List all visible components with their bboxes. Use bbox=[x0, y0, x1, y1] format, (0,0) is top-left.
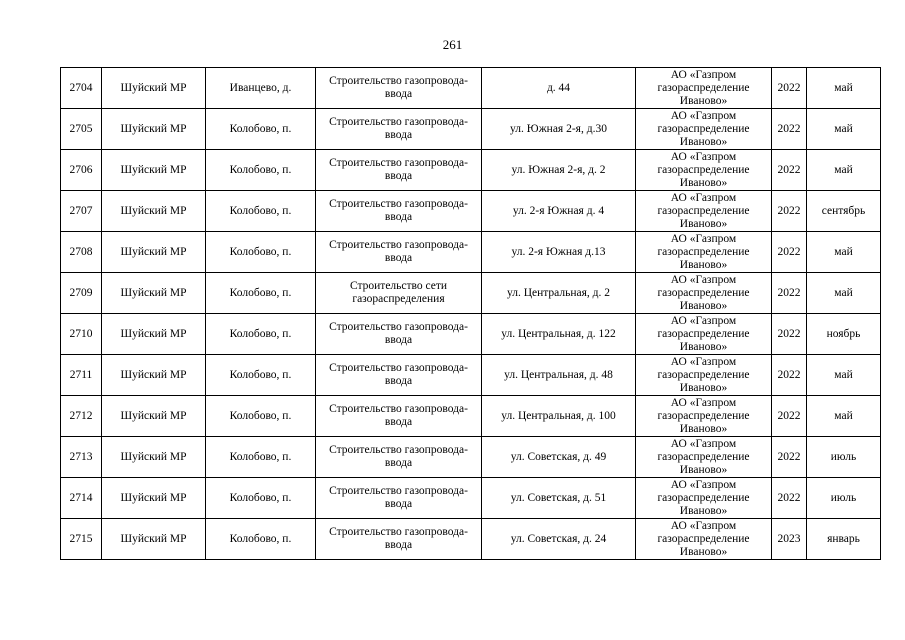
table-row bbox=[61, 314, 881, 355]
district-cell: Шуйский МР bbox=[102, 109, 206, 150]
table-body bbox=[61, 68, 881, 560]
table-row bbox=[61, 273, 881, 314]
year-cell: 2022 bbox=[772, 478, 807, 519]
year-cell: 2022 bbox=[772, 232, 807, 273]
work-type-cell: Строительство газопровода-ввода bbox=[316, 191, 482, 232]
year-cell: 2022 bbox=[772, 109, 807, 150]
work-type-cell: Строительство газопровода-ввода bbox=[316, 150, 482, 191]
row-number-cell: 2715 bbox=[61, 519, 102, 560]
table-row bbox=[61, 232, 881, 273]
year-cell: 2022 bbox=[772, 314, 807, 355]
table-row bbox=[61, 150, 881, 191]
year-cell: 2022 bbox=[772, 273, 807, 314]
row-number-cell: 2706 bbox=[61, 150, 102, 191]
organization-cell: АО «Газпром газораспределение Иваново» bbox=[636, 355, 772, 396]
address-cell: ул. Советская, д. 51 bbox=[482, 478, 636, 519]
row-number-cell: 2713 bbox=[61, 437, 102, 478]
locality-cell: Колобово, п. bbox=[206, 314, 316, 355]
work-type-cell: Строительство газопровода-ввода bbox=[316, 314, 482, 355]
district-cell: Шуйский МР bbox=[102, 232, 206, 273]
month-cell: сентябрь bbox=[807, 191, 881, 232]
work-type-cell: Строительство газопровода-ввода bbox=[316, 437, 482, 478]
table-row bbox=[61, 396, 881, 437]
locality-cell: Колобово, п. bbox=[206, 191, 316, 232]
row-number-cell: 2709 bbox=[61, 273, 102, 314]
work-type-cell: Строительство газопровода-ввода bbox=[316, 478, 482, 519]
month-cell: май bbox=[807, 109, 881, 150]
work-type-cell: Строительство газопровода-ввода bbox=[316, 68, 482, 109]
locality-cell: Колобово, п. bbox=[206, 355, 316, 396]
address-cell: д. 44 bbox=[482, 68, 636, 109]
organization-cell: АО «Газпром газораспределение Иваново» bbox=[636, 273, 772, 314]
table-row bbox=[61, 68, 881, 109]
organization-cell: АО «Газпром газораспределение Иваново» bbox=[636, 437, 772, 478]
month-cell: ноябрь bbox=[807, 314, 881, 355]
locality-cell: Колобово, п. bbox=[206, 478, 316, 519]
table-row bbox=[61, 191, 881, 232]
organization-cell: АО «Газпром газораспределение Иваново» bbox=[636, 68, 772, 109]
district-cell: Шуйский МР bbox=[102, 150, 206, 191]
locality-cell: Колобово, п. bbox=[206, 232, 316, 273]
row-number-cell: 2714 bbox=[61, 478, 102, 519]
month-cell: май bbox=[807, 150, 881, 191]
district-cell: Шуйский МР bbox=[102, 68, 206, 109]
address-cell: ул. Южная 2-я, д.30 bbox=[482, 109, 636, 150]
gasification-table bbox=[60, 67, 881, 560]
table-row bbox=[61, 478, 881, 519]
address-cell: ул. Центральная, д. 48 bbox=[482, 355, 636, 396]
month-cell: май bbox=[807, 273, 881, 314]
address-cell: ул. Советская, д. 49 bbox=[482, 437, 636, 478]
locality-cell: Колобово, п. bbox=[206, 109, 316, 150]
month-cell: июль bbox=[807, 437, 881, 478]
year-cell: 2022 bbox=[772, 68, 807, 109]
row-number-cell: 2711 bbox=[61, 355, 102, 396]
district-cell: Шуйский МР bbox=[102, 519, 206, 560]
work-type-cell: Строительство газопровода-ввода bbox=[316, 355, 482, 396]
organization-cell: АО «Газпром газораспределение Иваново» bbox=[636, 232, 772, 273]
work-type-cell: Строительство газопровода-ввода bbox=[316, 109, 482, 150]
organization-cell: АО «Газпром газораспределение Иваново» bbox=[636, 519, 772, 560]
year-cell: 2022 bbox=[772, 150, 807, 191]
address-cell: ул. 2-я Южная д.13 bbox=[482, 232, 636, 273]
month-cell: январь bbox=[807, 519, 881, 560]
row-number-cell: 2710 bbox=[61, 314, 102, 355]
organization-cell: АО «Газпром газораспределение Иваново» bbox=[636, 191, 772, 232]
district-cell: Шуйский МР bbox=[102, 314, 206, 355]
address-cell: ул. Советская, д. 24 bbox=[482, 519, 636, 560]
year-cell: 2022 bbox=[772, 437, 807, 478]
month-cell: май bbox=[807, 232, 881, 273]
year-cell: 2023 bbox=[772, 519, 807, 560]
table-row bbox=[61, 355, 881, 396]
month-cell: май bbox=[807, 396, 881, 437]
row-number-cell: 2708 bbox=[61, 232, 102, 273]
district-cell: Шуйский МР bbox=[102, 437, 206, 478]
work-type-cell: Строительство газопровода-ввода bbox=[316, 232, 482, 273]
month-cell: июль bbox=[807, 478, 881, 519]
address-cell: ул. Центральная, д. 122 bbox=[482, 314, 636, 355]
organization-cell: АО «Газпром газораспределение Иваново» bbox=[636, 109, 772, 150]
locality-cell: Иванцево, д. bbox=[206, 68, 316, 109]
organization-cell: АО «Газпром газораспределение Иваново» bbox=[636, 478, 772, 519]
month-cell: май bbox=[807, 68, 881, 109]
organization-cell: АО «Газпром газораспределение Иваново» bbox=[636, 314, 772, 355]
row-number-cell: 2705 bbox=[61, 109, 102, 150]
organization-cell: АО «Газпром газораспределение Иваново» bbox=[636, 150, 772, 191]
district-cell: Шуйский МР bbox=[102, 355, 206, 396]
locality-cell: Колобово, п. bbox=[206, 396, 316, 437]
year-cell: 2022 bbox=[772, 191, 807, 232]
work-type-cell: Строительство газопровода-ввода bbox=[316, 519, 482, 560]
row-number-cell: 2704 bbox=[61, 68, 102, 109]
district-cell: Шуйский МР bbox=[102, 191, 206, 232]
locality-cell: Колобово, п. bbox=[206, 273, 316, 314]
district-cell: Шуйский МР bbox=[102, 478, 206, 519]
row-number-cell: 2707 bbox=[61, 191, 102, 232]
district-cell: Шуйский МР bbox=[102, 396, 206, 437]
address-cell: ул. 2-я Южная д. 4 bbox=[482, 191, 636, 232]
row-number-cell: 2712 bbox=[61, 396, 102, 437]
work-type-cell: Строительство газопровода-ввода bbox=[316, 396, 482, 437]
year-cell: 2022 bbox=[772, 355, 807, 396]
year-cell: 2022 bbox=[772, 396, 807, 437]
address-cell: ул. Центральная, д. 100 bbox=[482, 396, 636, 437]
locality-cell: Колобово, п. bbox=[206, 519, 316, 560]
organization-cell: АО «Газпром газораспределение Иваново» bbox=[636, 396, 772, 437]
table-row bbox=[61, 437, 881, 478]
month-cell: май bbox=[807, 355, 881, 396]
address-cell: ул. Южная 2-я, д. 2 bbox=[482, 150, 636, 191]
locality-cell: Колобово, п. bbox=[206, 437, 316, 478]
page-number: 261 bbox=[442, 37, 463, 52]
table-row bbox=[61, 109, 881, 150]
district-cell: Шуйский МР bbox=[102, 273, 206, 314]
address-cell: ул. Центральная, д. 2 bbox=[482, 273, 636, 314]
locality-cell: Колобово, п. bbox=[206, 150, 316, 191]
table-row bbox=[61, 519, 881, 560]
work-type-cell: Строительство сети газораспределения bbox=[316, 273, 482, 314]
